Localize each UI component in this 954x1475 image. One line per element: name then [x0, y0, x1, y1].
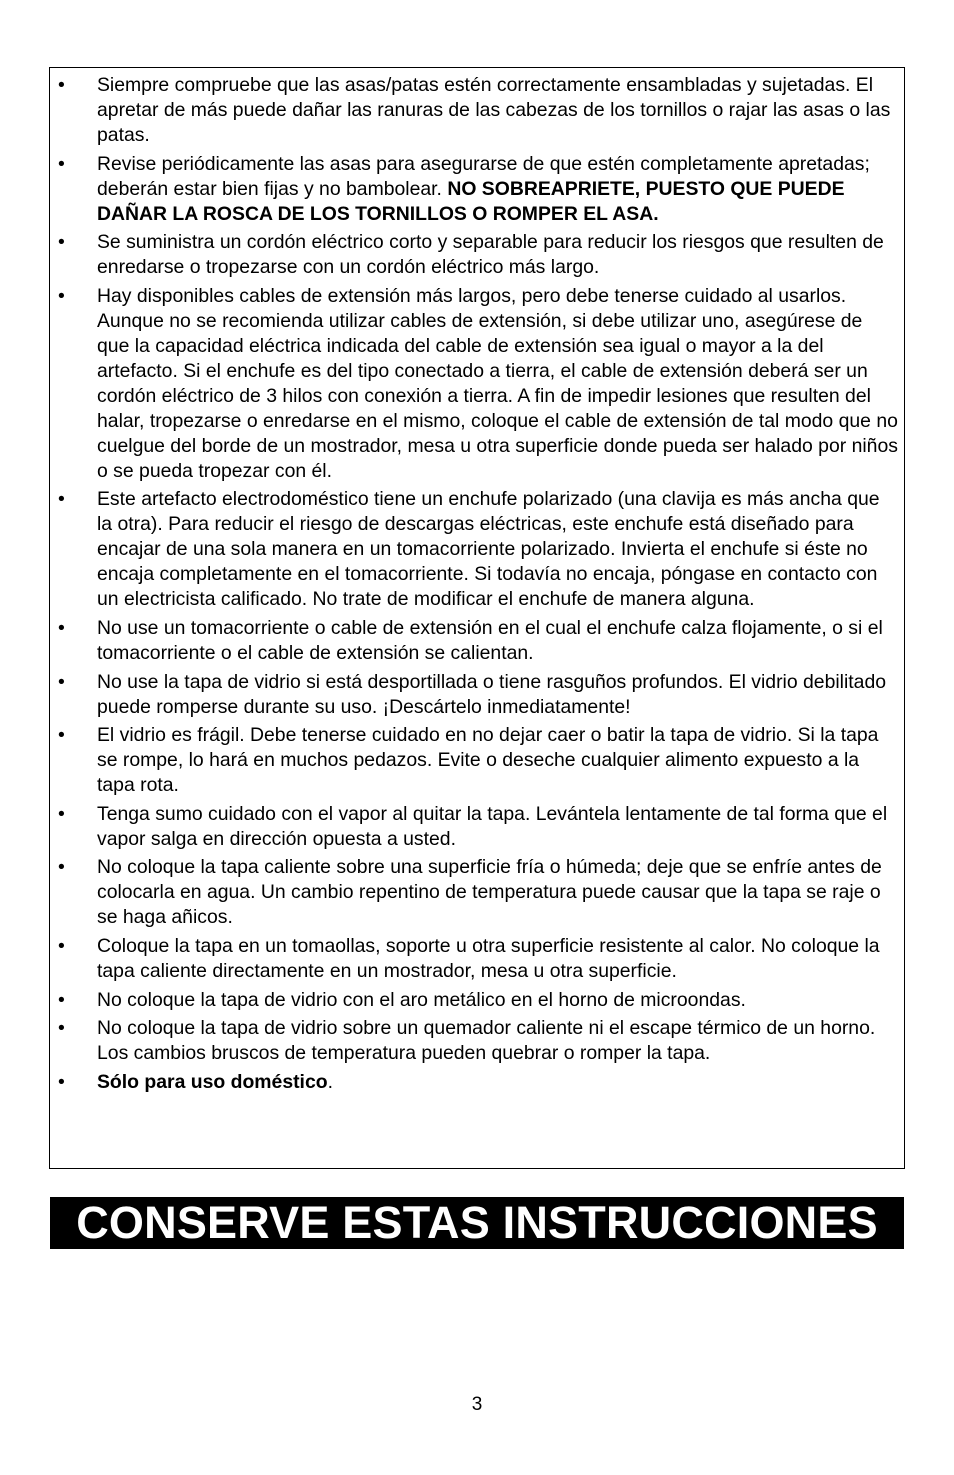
list-item — [50, 802, 904, 852]
item-text: No use un tomacorriente o cable de extensión en el cual el enchufe calza flojamente, o si el tomacorriente o el cable de extensión se calientan. — [97, 616, 883, 664]
item-text: Revise periódicamente las asas para asegurarse de que estén completamente apretadas; deberán estar bien fijas y no bambolear. — [97, 152, 870, 200]
list-item — [50, 616, 904, 666]
bullet-icon: • — [58, 616, 65, 639]
item-text: Siempre compruebe que las asas/patas estén correctamente ensambladas y sujetadas. El apretar de más puede dañar las ranuras de las cabezas de los tornillos o rajar las asas o las patas. — [97, 74, 891, 146]
bullet-icon: • — [58, 231, 65, 254]
list-item — [50, 988, 904, 1013]
item-text: No use la tapa de vidrio si está desportillada o tiene rasguños profundos. El vidrio debilitado puede romperse durante su uso. ¡Descártelo inmediatamente! — [97, 670, 887, 718]
safety-list — [50, 73, 904, 1098]
list-item — [50, 284, 904, 484]
safety-instructions-box — [49, 67, 905, 1169]
list-item — [50, 723, 904, 798]
list-item — [50, 487, 904, 612]
list-item — [50, 152, 904, 227]
bullet-icon: • — [58, 74, 65, 96]
bullet-icon: • — [58, 856, 65, 879]
bullet-icon: • — [58, 1070, 65, 1093]
list-item — [50, 1016, 904, 1066]
item-text: Hay disponibles cables de extensión más largos, pero debe tenerse cuidado al usarlos. Aunque no se recomienda utilizar cables de extensión, si debe utilizar uno, asegúrese de que la capacidad eléctrica indicada del cable de extensión sea igual o mayor a la del artefacto. Si el enchufe es del tipo conectado a tierra, el cable de extensión deberá ser un cordón eléctrico de 3 hilos con conexión a tierra. A fin de impedir lesiones que resulten del halar, tropezarse o enredarse en el mismo, coloque el cable de extensión de tal modo que no cuelgue del borde de un mostrador, mesa u otra superficie donde pueda ser halado por niños o se pueda tropezar con él. — [97, 284, 898, 482]
bullet-icon: • — [58, 988, 65, 1011]
save-instructions-banner: CONSERVE ESTAS INSTRUCCIONES — [50, 1197, 904, 1249]
item-text: No coloque la tapa de vidrio con el aro metálico en el horno de microondas. — [97, 988, 746, 1011]
item-text: Este artefacto electrodoméstico tiene un enchufe polarizado (una clavija es más ancha que la otra). Para reducir el riesgo de descargas eléctricas, este enchufe está diseñado para encajar de una sola manera en un tomacorriente polarizado. Invierta el enchufe si éste no encaja completamente en el tomacorriente. Si todavía no encaja, póngase en contacto con un electricista calificado. No trate de modificar el enchufe de manera alguna. — [97, 488, 880, 611]
item-text: No coloque la tapa de vidrio sobre un quemador caliente ni el escape térmico de un horno. Los cambios bruscos de temperatura pueden quebrar o romper la tapa. — [97, 1017, 876, 1065]
bullet-icon: • — [58, 152, 65, 175]
item-bold-text: NO SOBREAPRIETE, PUESTO QUE PUEDE DAÑAR LA ROSCA DE LOS TORNILLOS O ROMPER EL ASA. — [97, 177, 845, 225]
item-text: Coloque la tapa en un tomaollas, soporte u otra superficie resistente al calor. No coloque la tapa caliente directamente en un mostrador, mesa u otra superficie. — [97, 934, 880, 982]
bullet-icon: • — [58, 488, 65, 511]
list-item — [50, 670, 904, 720]
list-item — [50, 73, 904, 148]
item-text: . — [327, 1070, 333, 1093]
household-use-label: Sólo para uso doméstico — [97, 1070, 328, 1093]
item-text: Se suministra un cordón eléctrico corto y separable para reducir los riesgos que resulten de enredarse o tropezarse con un cordón eléctrico más largo. — [97, 231, 884, 279]
bullet-icon: • — [58, 724, 65, 747]
bullet-icon: • — [58, 1017, 65, 1040]
list-item — [50, 1070, 904, 1095]
page-number: 3 — [471, 1394, 483, 1415]
list-item — [50, 230, 904, 280]
item-text: No coloque la tapa caliente sobre una superficie fría o húmeda; deje que se enfríe antes de colocarla en agua. Un cambio repentino de temperatura puede causar que la tapa se raje o se haga añicos. — [97, 856, 882, 929]
list-item — [50, 855, 904, 930]
bullet-icon: • — [58, 670, 65, 693]
list-item — [50, 934, 904, 984]
bullet-icon: • — [58, 284, 65, 307]
bullet-icon: • — [58, 934, 65, 957]
bullet-icon: • — [58, 802, 65, 825]
item-text: Tenga sumo cuidado con el vapor al quitar la tapa. Levántela lentamente de tal forma que el vapor salga en dirección opuesta a usted. — [97, 802, 888, 850]
item-text: El vidrio es frágil. Debe tenerse cuidado en no dejar caer o batir la tapa de vidrio. Si la tapa se rompe, lo hará en muchos pedazos. Evite o deseche cualquier alimento expuesto a la tapa rota. — [97, 724, 879, 797]
